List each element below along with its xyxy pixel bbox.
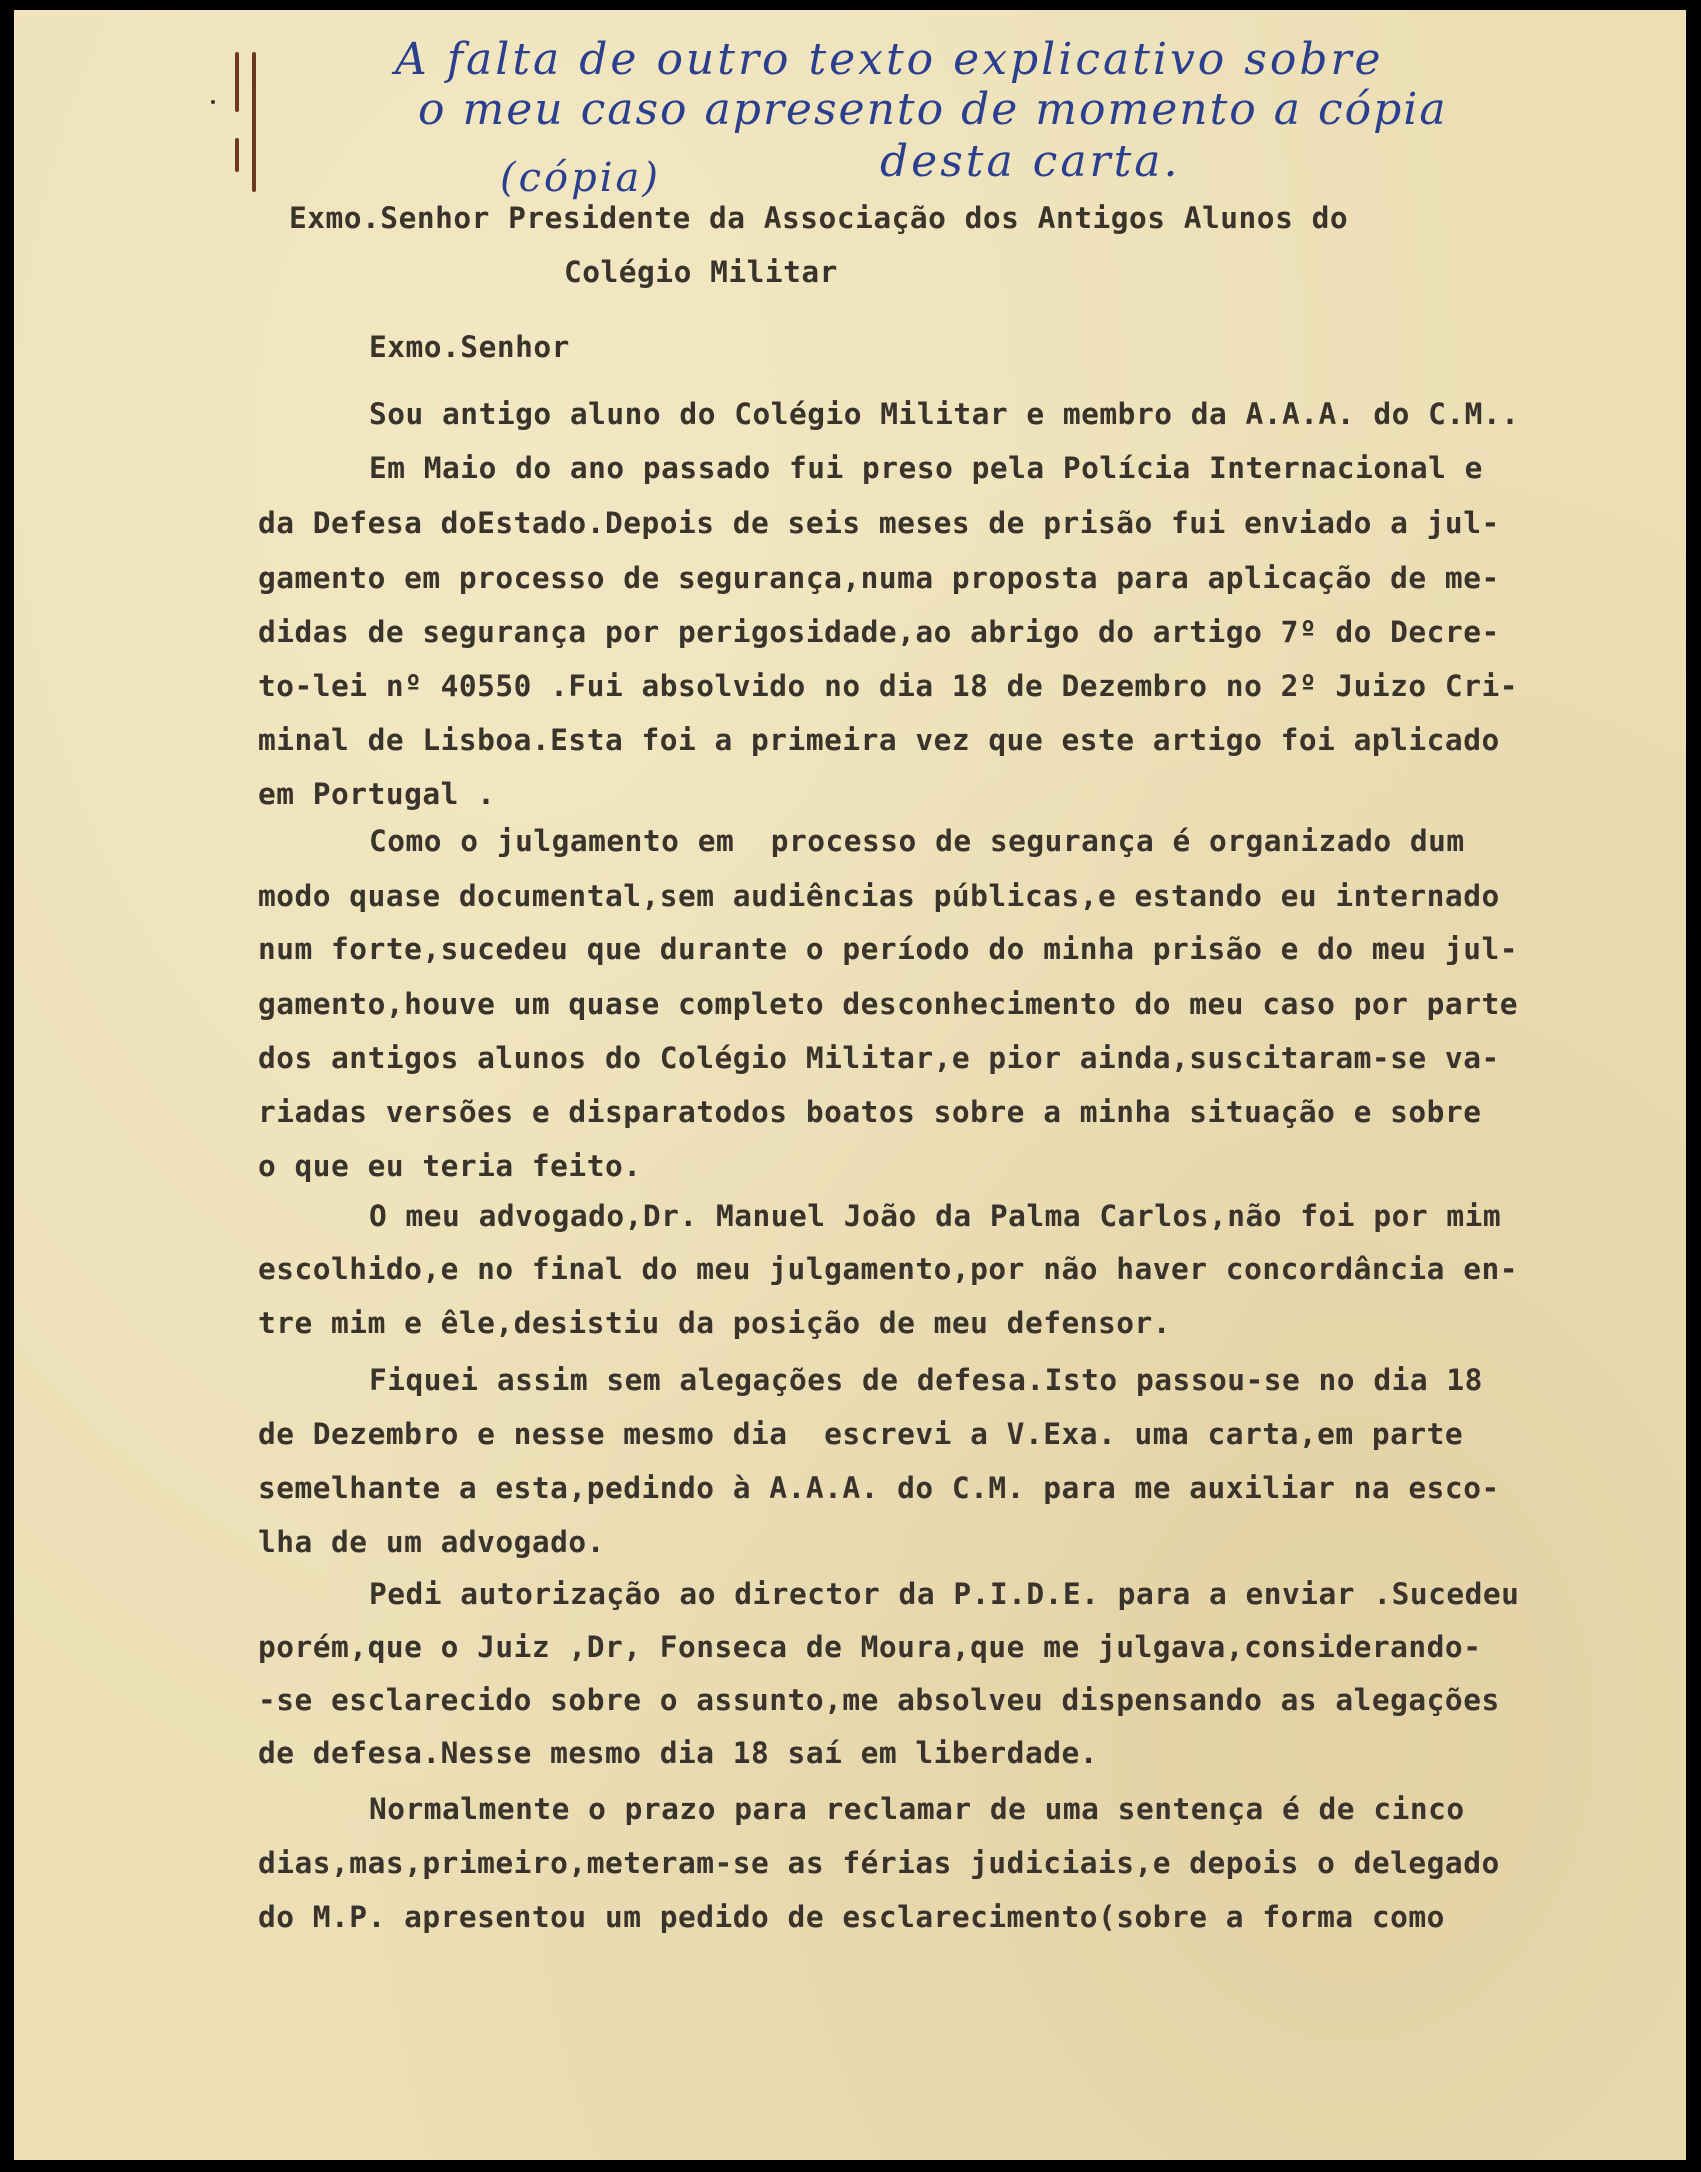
salutation: Exmo.Senhor xyxy=(369,330,570,364)
body-line: to-lei nº 40550 .Fui absolvido no dia 18 de Dezembro no 2º Juizo Cri- xyxy=(258,669,1518,703)
body-line: de defesa.Nesse mesmo dia 18 saí em liberdade. xyxy=(258,1736,1098,1770)
punch-hole-mark xyxy=(235,52,239,112)
body-line: O meu advogado,Dr. Manuel João da Palma Carlos,não foi por mim xyxy=(369,1199,1502,1233)
letter-page xyxy=(14,10,1686,2160)
body-line: -se esclarecido sobre o assunto,me absolveu dispensando as alegações xyxy=(258,1683,1500,1717)
handwritten-copy-mark: (cópia) xyxy=(500,155,661,201)
body-line: Sou antigo aluno do Colégio Militar e membro da A.A.A. do C.M.. xyxy=(369,397,1520,431)
body-line: gamento,houve um quase completo desconhecimento do meu caso por parte xyxy=(258,987,1518,1021)
body-line: Pedi autorização ao director da P.I.D.E. para a enviar .Sucedeu xyxy=(369,1577,1520,1611)
body-line: dias,mas,primeiro,meteram-se as férias judiciais,e depois o delegado xyxy=(258,1846,1500,1880)
body-line: riadas versões e disparatodos boatos sobre a minha situação e sobre xyxy=(258,1095,1482,1129)
addressee-line-2: Colégio Militar xyxy=(564,255,838,289)
body-line: modo quase documental,sem audiências públicas,e estando eu internado xyxy=(258,879,1500,913)
body-line: minal de Lisboa.Esta foi a primeira vez que este artigo foi aplicado xyxy=(258,723,1500,757)
handwritten-note-line-2: o meu caso apresento de momento a cópia xyxy=(418,84,1448,135)
body-line: porém,que o Juiz ,Dr, Fonseca de Moura,que me julgava,considerando- xyxy=(258,1630,1482,1664)
body-line: em Portugal . xyxy=(258,777,496,811)
body-line: lha de um advogado. xyxy=(258,1525,605,1559)
addressee-line-1: Exmo.Senhor Presidente da Associação dos Antigos Alunos do xyxy=(289,201,1349,235)
body-line: o que eu teria feito. xyxy=(258,1149,642,1183)
body-line: num forte,sucedeu que durante o período do minha prisão e do meu jul- xyxy=(258,932,1518,966)
handwritten-note-line-1: A falta de outro texto explicativo sobre xyxy=(395,34,1384,85)
punch-hole-mark xyxy=(252,52,256,192)
body-line: Em Maio do ano passado fui preso pela Polícia Internacional e xyxy=(369,451,1483,485)
handwritten-note-line-3: desta carta. xyxy=(880,136,1181,187)
body-line: dos antigos alunos do Colégio Militar,e pior ainda,suscitaram-se va- xyxy=(258,1041,1500,1075)
body-line: Fiquei assim sem alegações de defesa.Isto passou-se no dia 18 xyxy=(369,1363,1483,1397)
body-line: de Dezembro e nesse mesmo dia escrevi a V.Exa. uma carta,em parte xyxy=(258,1417,1464,1451)
body-line: escolhido,e no final do meu julgamento,por não haver concordância en- xyxy=(258,1252,1518,1286)
body-line: do M.P. apresentou um pedido de esclarecimento(sobre a forma como xyxy=(258,1900,1445,1934)
body-line: Normalmente o prazo para reclamar de uma sentença é de cinco xyxy=(369,1792,1465,1826)
body-line: Como o julgamento em processo de segurança é organizado dum xyxy=(369,824,1465,858)
punch-hole-mark xyxy=(235,138,239,172)
body-line: tre mim e êle,desistiu da posição de meu defensor. xyxy=(258,1306,1172,1340)
body-line: gamento em processo de segurança,numa proposta para aplicação de me- xyxy=(258,561,1500,595)
body-line: da Defesa doEstado.Depois de seis meses de prisão fui enviado a jul- xyxy=(258,506,1500,540)
body-line: didas de segurança por perigosidade,ao abrigo do artigo 7º do Decre- xyxy=(258,615,1500,649)
body-line: semelhante a esta,pedindo à A.A.A. do C.M. para me auxiliar na esco- xyxy=(258,1471,1500,1505)
ink-speck xyxy=(211,100,215,104)
